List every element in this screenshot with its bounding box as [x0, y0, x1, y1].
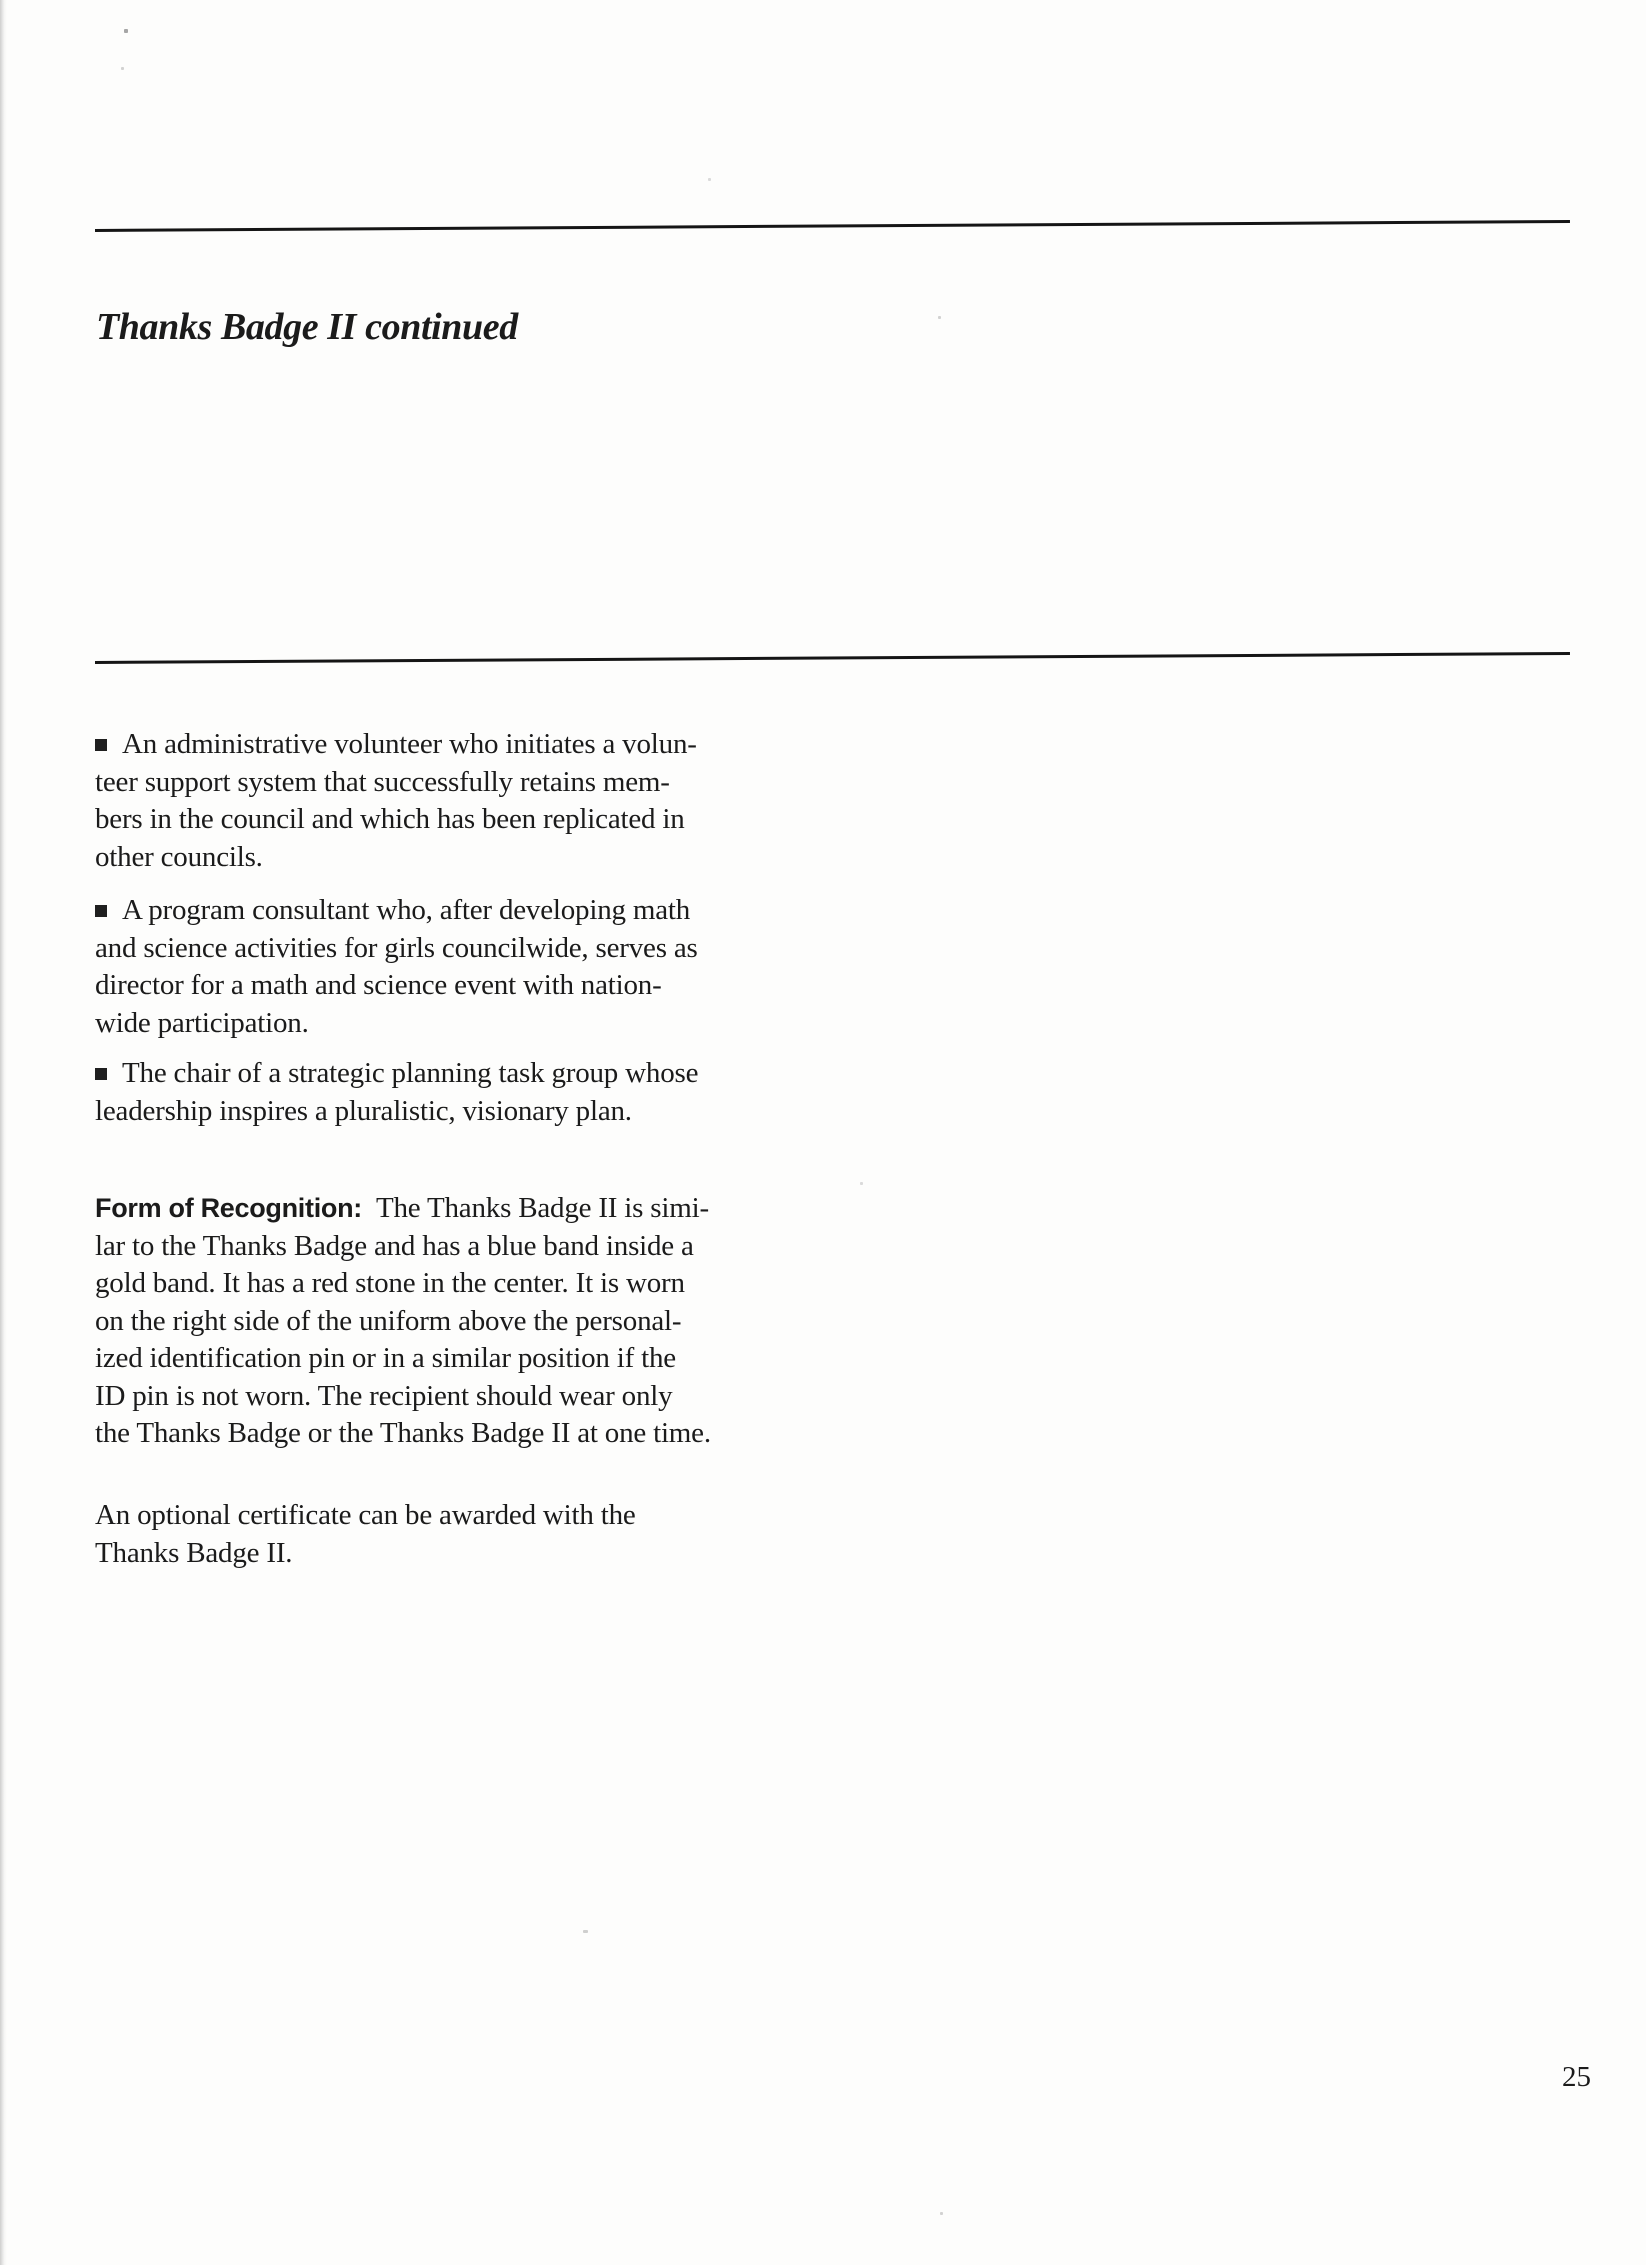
bullet-paragraph-text: The chair of a strategic planning task group whose leadership inspires a pluralistic, visionary plan. — [95, 1057, 699, 1127]
bullet-paragraph — [95, 892, 698, 1042]
square-bullet-icon — [95, 739, 107, 751]
bullet-paragraph — [95, 726, 697, 876]
scan-speck — [583, 1930, 588, 1933]
optional-certificate-paragraph — [95, 1497, 636, 1572]
scan-speck — [708, 178, 711, 181]
scan-speck — [121, 67, 124, 70]
bullet-paragraph — [95, 1055, 698, 1130]
page-title: Thanks Badge II continued — [96, 306, 518, 349]
square-bullet-icon — [95, 905, 107, 917]
optional-certificate-text: An optional certificate can be awarded with the Thanks Badge II. — [95, 1499, 636, 1569]
middle-horizontal-rule — [95, 652, 1570, 664]
page-number: 25 — [1562, 2061, 1591, 2093]
scan-speck — [860, 1182, 863, 1185]
form-of-recognition-first-line: The Thanks Badge II is simi- — [375, 1192, 709, 1224]
scan-speck — [938, 316, 941, 319]
scan-speck — [940, 2212, 943, 2215]
top-horizontal-rule — [95, 220, 1570, 232]
scan-speck — [124, 29, 128, 33]
form-of-recognition-label: Form of Recognition: — [95, 1193, 362, 1223]
scan-left-edge-artifact — [0, 0, 7, 2265]
square-bullet-icon — [95, 1068, 107, 1080]
bullet-paragraph-text: A program consultant who, after developing math and science activities for girls councilwide, serves as director for a math and science event with nation- wide participation. — [95, 894, 698, 1039]
bullet-paragraph-text: An administrative volunteer who initiates a volun- teer support system that successfully retains mem- bers in the council and which has been replicated in other councils. — [95, 728, 697, 873]
form-of-recognition-text: lar to the Thanks Badge and has a blue band inside a gold band. It has a red stone in the center. It is worn on the right side of the uniform above the personal- ized identification pin or in a similar position if the ID pin is not worn. The recipient should wear only the Thanks Badge or the Thanks Badge II at one time. — [95, 1229, 711, 1449]
form-of-recognition-paragraph — [95, 1190, 711, 1453]
